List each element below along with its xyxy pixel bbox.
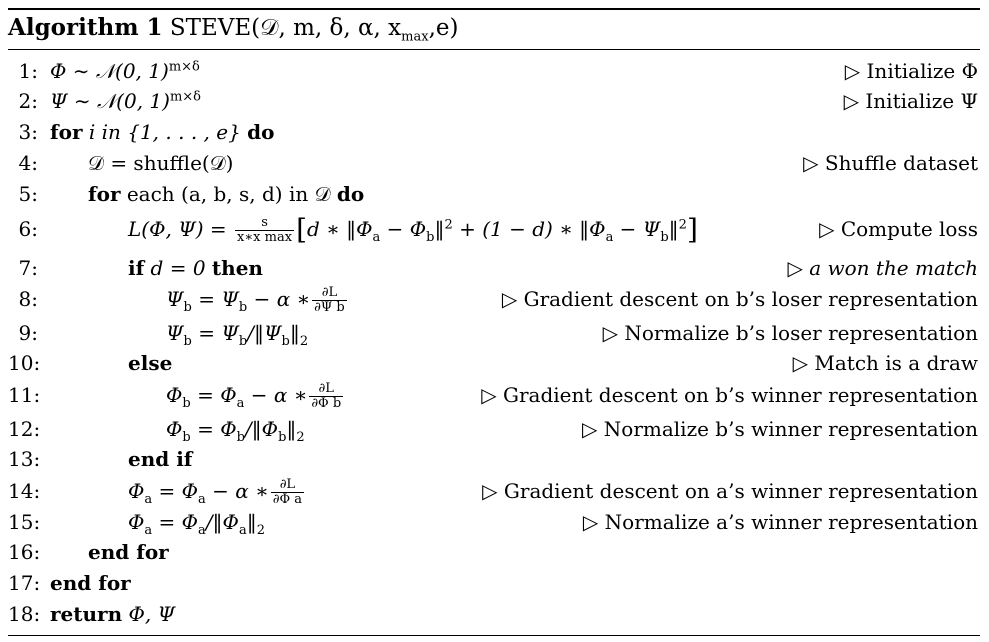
- line-comment: ▷ Initialize Ψ: [843, 89, 978, 113]
- algorithm-line: [8, 179, 980, 210]
- line-comment: ▷ a won the match: [787, 256, 978, 280]
- line-code: 𝒟 = shuffle(𝒟): [88, 151, 234, 175]
- comment-triangle-icon: ▷: [582, 417, 598, 441]
- line-comment: ▷ Initialize Φ: [844, 59, 978, 83]
- line-number: 11:: [8, 383, 41, 407]
- line-code: $\Phi_a = \Phi_a - \alpha$ ∗ $\frac{\partial L}{\text{∂Φ a}}$: [128, 477, 303, 507]
- line-code: Ψ ∼ 𝒩(0, 1)$^{m\times\delta}$: [50, 89, 201, 113]
- line-code: return Φ, Ψ: [50, 602, 176, 626]
- line-comment: ▷ Normalize a’s winner representation: [582, 510, 978, 534]
- algorithm-line: [8, 214, 980, 250]
- comment-triangle-icon: ▷: [787, 256, 803, 280]
- algorithm-line: [8, 253, 980, 284]
- line-number: 12:: [8, 417, 41, 441]
- line-number: 7:: [18, 256, 38, 280]
- bottom-rule: [8, 635, 980, 636]
- algorithm-line: [8, 380, 980, 411]
- algorithm-title: Algorithm 1 STEVE(𝒟, m, δ, α, $x_{max},e$): [8, 14, 459, 45]
- comment-triangle-icon: ▷: [482, 479, 498, 503]
- line-code: if d = 0 then: [128, 256, 263, 280]
- line-code: $\Psi_b = \Psi_b - \alpha$ ∗ $\frac{\partial L}{\text{∂Ψ b}}$: [166, 285, 345, 315]
- algorithm-line: [8, 148, 980, 179]
- line-number: 10:: [8, 351, 41, 375]
- algorithm-line: [8, 284, 980, 315]
- line-code: for each (a, b, s, d) in 𝒟 do: [88, 182, 365, 206]
- line-code: $\Phi_b$ = $\Phi_b/‖\Phi_b‖_2$: [166, 417, 305, 445]
- line-number: 9:: [18, 321, 38, 345]
- line-number: 8:: [18, 287, 38, 311]
- algorithm-line: [8, 86, 980, 117]
- line-code: end for: [88, 540, 169, 564]
- line-number: 1:: [18, 59, 38, 83]
- line-code: L(Φ, Ψ) = $\frac{s}{\text{x∗x max}}$ [d ∗ $‖\Phi_a$ − $\Phi_b‖^2 + (1 - d)$ ∗ $‖\Phi_a$ − $\Psi_b‖^2$]: [128, 213, 698, 246]
- line-number: 6:: [18, 217, 38, 241]
- algorithm-line: [8, 444, 980, 475]
- line-comment: ▷ Shuffle dataset: [803, 151, 978, 175]
- algorithm-line: [8, 348, 980, 379]
- line-number: 17:: [8, 571, 41, 595]
- line-comment: ▷ Compute loss: [819, 217, 978, 241]
- comment-triangle-icon: ▷: [843, 89, 860, 113]
- line-number: 2:: [18, 89, 38, 113]
- algorithm-line: [8, 117, 980, 148]
- line-comment: ▷ Match is a draw: [792, 351, 978, 375]
- line-number: 13:: [8, 447, 41, 471]
- line-code: else: [128, 351, 173, 375]
- top-rule: [8, 8, 980, 10]
- comment-triangle-icon: ▷: [602, 321, 618, 345]
- comment-triangle-icon: ▷: [844, 59, 861, 83]
- line-number: 16:: [8, 540, 41, 564]
- algorithm-line: [8, 599, 980, 630]
- line-code: $\Phi_a$ = $\Phi_a/‖\Phi_a‖_2$: [128, 510, 265, 538]
- comment-triangle-icon: ▷: [819, 217, 835, 241]
- algorithm-signature: STEVE(𝒟, m, δ, α, x: [169, 15, 402, 41]
- line-number: 4:: [18, 151, 38, 175]
- line-comment: ▷ Gradient descent on b’s loser representation: [501, 287, 978, 311]
- comment-triangle-icon: ▷: [582, 510, 599, 534]
- line-number: 15:: [8, 510, 41, 534]
- line-comment: ▷ Gradient descent on a’s winner representation: [482, 479, 978, 503]
- header-rule: [8, 49, 980, 50]
- line-comment: ▷ Normalize b’s loser representation: [602, 321, 978, 345]
- algorithm-line: [8, 56, 980, 87]
- line-number: 14:: [8, 479, 41, 503]
- algorithm-label: Algorithm 1: [8, 14, 163, 41]
- algorithm-line: [8, 507, 980, 538]
- line-code: for i in {1, . . . , e} do: [50, 120, 275, 144]
- line-code: end if: [128, 447, 193, 471]
- line-number: 18:: [8, 602, 41, 626]
- algorithm-line: [8, 414, 980, 445]
- comment-triangle-icon: ▷: [501, 287, 518, 311]
- algorithm-line: [8, 537, 980, 568]
- line-code: $\Psi_b$ = $\Psi_b/‖\Psi_b‖_2$: [166, 321, 309, 349]
- line-code: Φ ∼ 𝒩(0, 1)$^{m\times\delta}$: [50, 59, 200, 83]
- algorithm-line: [8, 318, 980, 349]
- line-comment: ▷ Gradient descent on b’s winner representation: [481, 383, 978, 407]
- line-number: 5:: [18, 182, 38, 206]
- algorithm-line: [8, 476, 980, 507]
- line-code: $\Phi_b = \Phi_a - \alpha$ ∗ $\frac{\partial L}{\text{∂Φ b}}$: [166, 381, 342, 411]
- line-number: 3:: [18, 120, 38, 144]
- line-comment: ▷ Normalize b’s winner representation: [582, 417, 978, 441]
- line-code: end for: [50, 571, 131, 595]
- comment-triangle-icon: ▷: [792, 351, 809, 375]
- comment-triangle-icon: ▷: [481, 383, 497, 407]
- comment-triangle-icon: ▷: [803, 151, 819, 175]
- algorithm-line: [8, 568, 980, 599]
